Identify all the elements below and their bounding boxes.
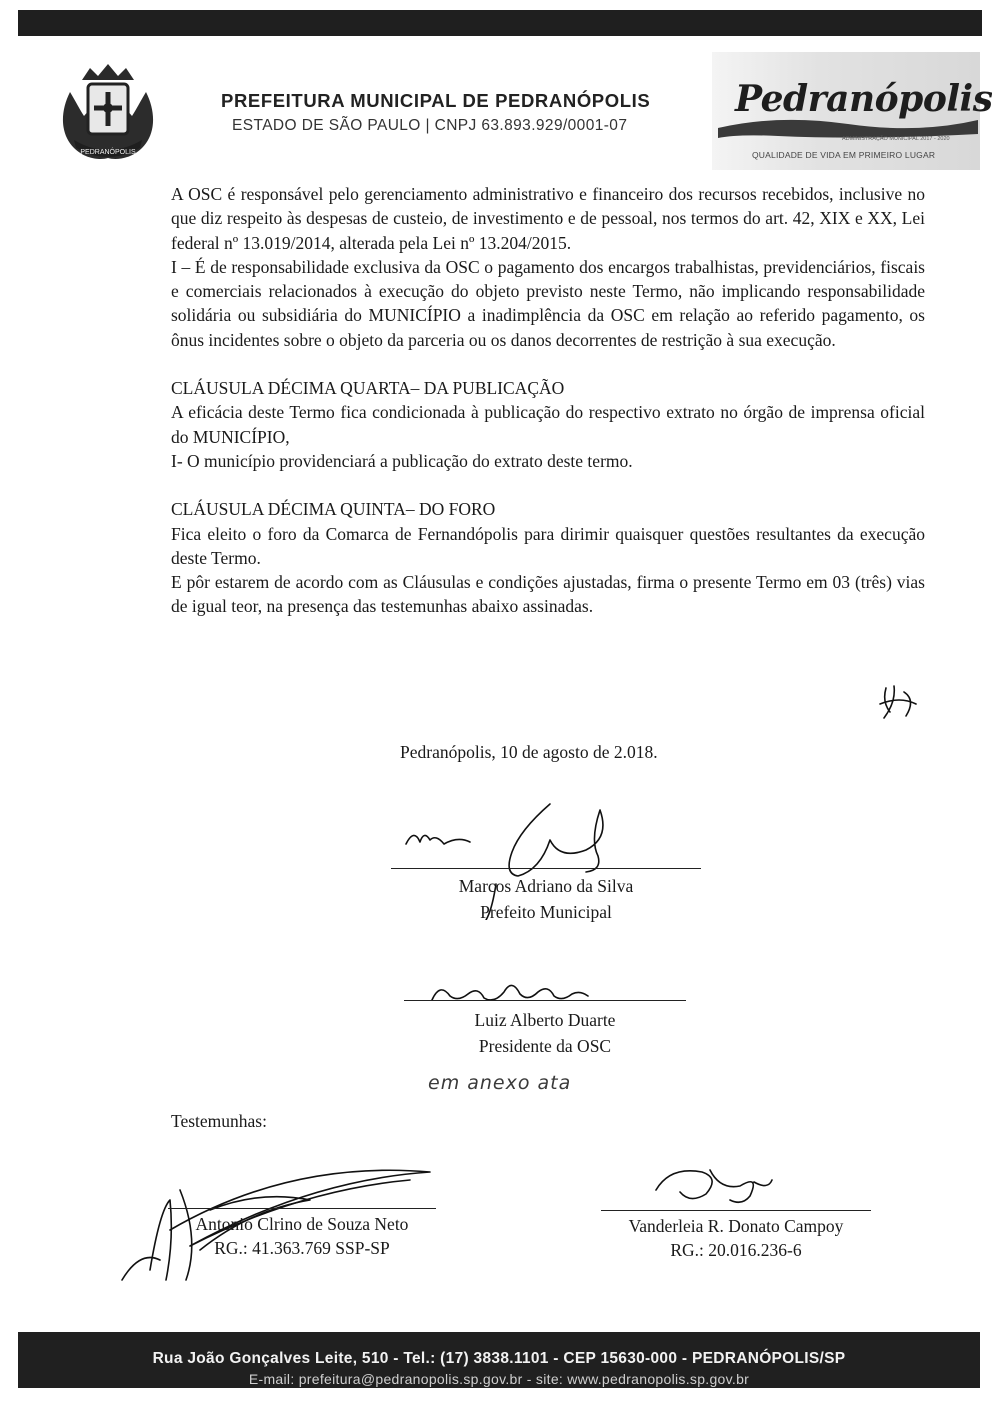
clause-14-item: I- O município providenciará a publicação do extrato deste termo.: [171, 450, 633, 471]
signature-line-witness-2: [601, 1210, 871, 1211]
clause-14-paragraph: A eficácia deste Termo fica condicionada à publicação do respectivo extrato no órgão de imprensa oficial do MUNICÍPIO,: [171, 402, 925, 447]
signature-line-osc: [404, 1000, 686, 1001]
witness-name: Antonio Clrino de Souza Neto: [195, 1214, 409, 1234]
date-line: Pedranópolis, 10 de agosto de 2.018.: [400, 742, 658, 762]
witness-id: RG.: 41.363.769 SSP-SP: [214, 1238, 390, 1258]
signatory-role: Prefeito Municipal: [480, 902, 612, 922]
paragraph-osc-management: A OSC é responsável pelo gerenciamento administrativo e financeiro dos recursos recebidos, inclusive no que diz respeito às despesas de custeio, de investimento e de pessoal, nos termos do art. 42, XIX e XX, Lei federal nº 13.019/2014, alterada pela Lei nº 13.204/2015.: [171, 184, 925, 253]
signature-witness-2: [650, 1160, 780, 1215]
brand-tagline: QUALIDADE DE VIDA EM PRIMEIRO LUGAR: [752, 150, 936, 160]
clause-15-paragraph: Fica eleito o foro da Comarca de Fernandópolis para dirimir quaisquer questões resultantes da execução deste Termo.: [171, 523, 925, 568]
header-title: PREFEITURA MUNICIPAL DE PEDRANÓPOLIS: [221, 90, 651, 111]
signatory-name: Luiz Alberto Duarte: [474, 1010, 616, 1030]
top-scan-bar: [18, 10, 982, 36]
brand-name: Pedranópolis: [735, 78, 992, 120]
header-subtitle: ESTADO DE SÃO PAULO | CNPJ 63.893.929/0001-07: [232, 117, 628, 134]
clause-15-title: CLÁUSULA DÉCIMA QUINTA– DO FORO: [171, 499, 496, 520]
signature-line-mayor: [391, 868, 701, 869]
signature-line-witness-1: [168, 1208, 436, 1209]
clause-15-closing: E pôr estarem de acordo com as Cláusulas e condições ajustadas, firma o presente Termo em 03 (três) vias de igual teor, na presença das testemunhas abaixo assinadas.: [171, 572, 925, 617]
initials-mark: [876, 682, 924, 727]
document-body: [171, 182, 925, 619]
witness-id: RG.: 20.016.236-6: [670, 1240, 802, 1260]
signatory-role: Presidente da OSC: [478, 1036, 612, 1056]
footer-contact: E-mail: prefeitura@pedranopolis.sp.gov.br - site: www.pedranopolis.sp.gov.br: [248, 1371, 750, 1387]
paragraph-osc-responsibility: I – É de responsabilidade exclusiva da OSC o pagamento dos encargos trabalhistas, previdenciários, fiscais e comerciais relacionados à execução do objeto previsto neste Termo, não implicando responsabilidade solidária ou subsidiária do MUNICÍPIO a inadimplência da OSC em relação ao referido pagamento, os ônus incidentes sobre o objeto da parceria ou os danos decorrentes de restrição à sua execução.: [171, 256, 925, 350]
handwritten-note: em anexo ata: [428, 1072, 572, 1094]
signatory-name: Marcos Adriano da Silva: [458, 876, 634, 896]
witness-name: Vanderleia R. Donato Campoy: [628, 1216, 844, 1236]
brand-admin-text: ADMINISTRAÇÃO MUNICIPAL 2017 - 2020: [842, 136, 950, 142]
footer-address: Rua João Gonçalves Leite, 510 - Tel.: (17) 3838.1101 - CEP 15630-000 - PEDRANÓPOLIS/SP: [152, 1350, 846, 1367]
clause-14-title: CLÁUSULA DÉCIMA QUARTA– DA PUBLICAÇÃO: [171, 378, 565, 399]
witnesses-label: Testemunhas:: [171, 1111, 267, 1131]
crest-label: PEDRANÓPOLIS: [80, 149, 136, 156]
municipal-crest: [52, 62, 164, 166]
